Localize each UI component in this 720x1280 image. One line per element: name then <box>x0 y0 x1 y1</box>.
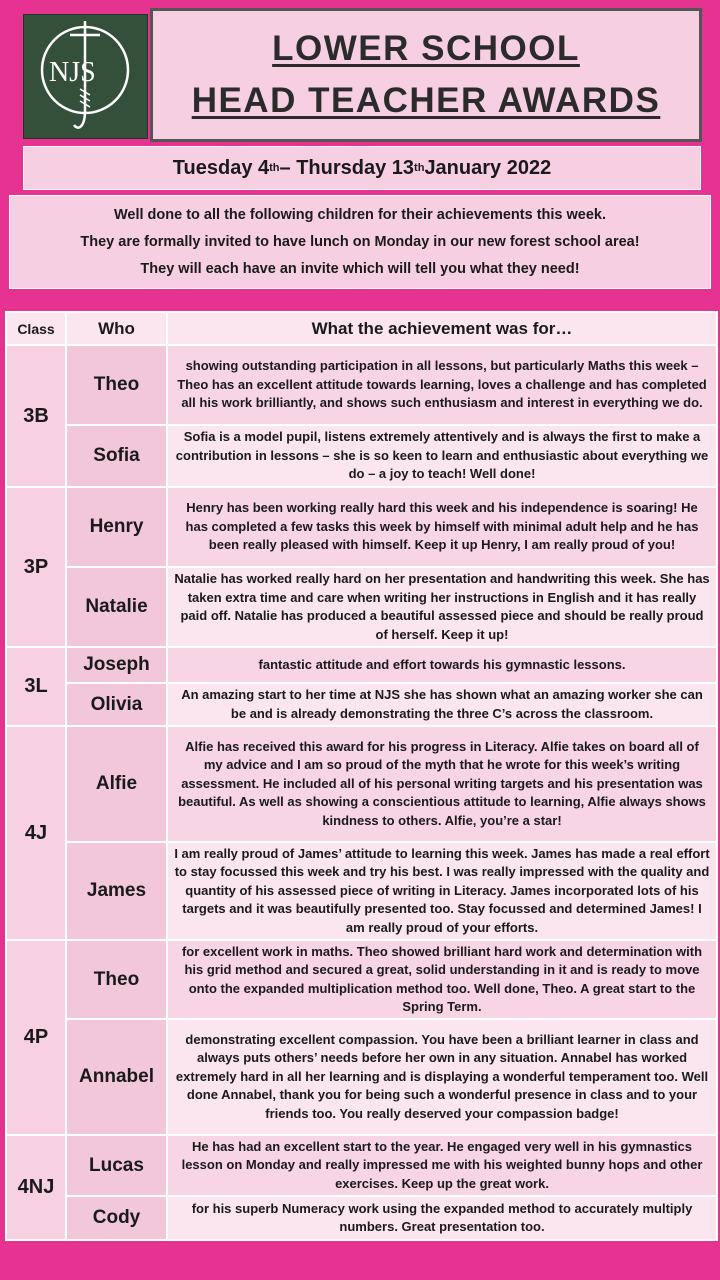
intro-line: Well done to all the following children for their achievements this week. <box>113 206 607 223</box>
achievement-text: An amazing start to her time at NJS she has shown what an amazing worker she can be and is already demonstrating the three C’s across the classroom. <box>167 683 717 726</box>
awards-table <box>5 311 718 1241</box>
pupil-name: Alfie <box>66 726 167 842</box>
title-line-1: LOWER SCHOOL <box>272 29 580 68</box>
table-row <box>6 1196 717 1240</box>
class-header: Class <box>6 312 66 345</box>
achievement-text: showing outstanding participation in all lessons, but particularly Maths this week – Theo has an excellent attitude towards learning, loves a challenge and has completed all his work brilliantly, and shows such enthusiasm and interest in everything we do. <box>167 345 717 425</box>
class-cell: 4J <box>6 726 66 940</box>
achievement-text: He has had an excellent start to the year. He engaged very well in his gymnastics lesson on Monday and really impressed me with his weighted bunny hops and other exercises. Keep up the great work. <box>167 1135 717 1196</box>
achievement-text: Alfie has received this award for his progress in Literacy. Alfie takes on board all of my advice and I am so proud of the myth that he wrote for this week’s writing assessment. He included all of his personal writing targets and his presentation was beautiful. As well as showing a conscientious attitude to learning, Alfie always shows kindness to others. Alfie, you’re a star! <box>167 726 717 842</box>
date-part-1: Tuesday 4 <box>172 156 270 179</box>
school-logo <box>23 14 148 139</box>
table-row <box>6 647 717 683</box>
table-row <box>6 726 717 842</box>
table-row <box>6 683 717 726</box>
class-cell: 3B <box>6 345 66 487</box>
pupil-name: Henry <box>66 487 167 567</box>
intro-line: They will each have an invite which will tell you what they need! <box>140 260 580 277</box>
pupil-name: Lucas <box>66 1135 167 1196</box>
pupil-name: James <box>66 842 167 940</box>
pupil-name: Cody <box>66 1196 167 1240</box>
table-row <box>6 425 717 487</box>
date-suffix-1: th <box>269 162 280 174</box>
pupil-name: Olivia <box>66 683 167 726</box>
table-row <box>6 940 717 1019</box>
date-range <box>23 146 701 190</box>
date-part-2: – Thursday 13 <box>279 156 415 179</box>
date-suffix-2: th <box>414 162 425 174</box>
cross-monogram-icon <box>24 15 147 138</box>
achievement-text: for excellent work in maths. Theo showed brilliant hard work and determination with his grid method and secured a great, solid understanding in it and is ready to move onto the expanded multiplication method too. Well done, Theo. A great start to the Spring Term. <box>167 940 717 1019</box>
pupil-name: Joseph <box>66 647 167 683</box>
who-header: Who <box>66 312 167 345</box>
achievement-text: demonstrating excellent compassion. You have been a brilliant learner in class and always puts others’ needs before her own in any situation. Annabel has worked extremely hard in all her learning and is displaying a wonderful temperament too. Well done Annabel, thank you for being such a wonderful presence in class and to your friends too. You really deserved your compassion badge! <box>167 1019 717 1135</box>
intro-message <box>9 195 711 289</box>
achievement-text: Henry has been working really hard this week and his independence is soaring! He has completed a few tasks this week by himself with minimal adult help and he has been really pleased with himself. Keep it up Henry, I am really proud of you! <box>167 487 717 567</box>
table-row <box>6 842 717 940</box>
achievement-text: I am really proud of James’ attitude to learning this week. James has made a real effort to stay focussed this week and try his best. I was really impressed with the quality and quantity of his assessed piece of writing in Literacy. James incorporated lots of his targets and it was beautifully presented too. Stay focussed and determined James! I am really proud of your efforts. <box>167 842 717 940</box>
achievement-text: fantastic attitude and effort towards his gymnastic lessons. <box>167 647 717 683</box>
title-line-2: HEAD TEACHER AWARDS <box>191 81 661 120</box>
achievement-text: Natalie has worked really hard on her presentation and handwriting this week. She has taken extra time and care when writing her instructions in English and it has really paid off. Natalie has produced a beautiful assessed piece and should be really proud of herself. Keep it up! <box>167 567 717 647</box>
table-row <box>6 567 717 647</box>
achievement-text: for his superb Numeracy work using the expanded method to accurately multiply numbers. Great presentation too. <box>167 1196 717 1240</box>
achievement-header: What the achievement was for… <box>167 312 717 345</box>
table-row <box>6 487 717 567</box>
achievement-text: Sofia is a model pupil, listens extremely attentively and is always the first to make a contribution in lessons – she is so keen to learn and enthusiastic about everything we do – a joy to teach! Well done! <box>167 425 717 487</box>
pupil-name: Annabel <box>66 1019 167 1135</box>
class-cell: 3P <box>6 487 66 647</box>
table-row <box>6 345 717 425</box>
class-cell: 4NJ <box>6 1135 66 1240</box>
intro-line: They are formally invited to have lunch on Monday in our new forest school area! <box>80 233 640 250</box>
pupil-name: Theo <box>66 940 167 1019</box>
pupil-name: Sofia <box>66 425 167 487</box>
pupil-name: Theo <box>66 345 167 425</box>
pupil-name: Natalie <box>66 567 167 647</box>
date-part-3: January 2022 <box>424 156 552 179</box>
title-banner <box>150 8 702 142</box>
logo-letters: NJS <box>49 57 96 88</box>
table-row <box>6 1135 717 1196</box>
class-cell: 4P <box>6 940 66 1135</box>
header-row <box>6 312 717 345</box>
class-cell: 3L <box>6 647 66 726</box>
table-row <box>6 1019 717 1135</box>
